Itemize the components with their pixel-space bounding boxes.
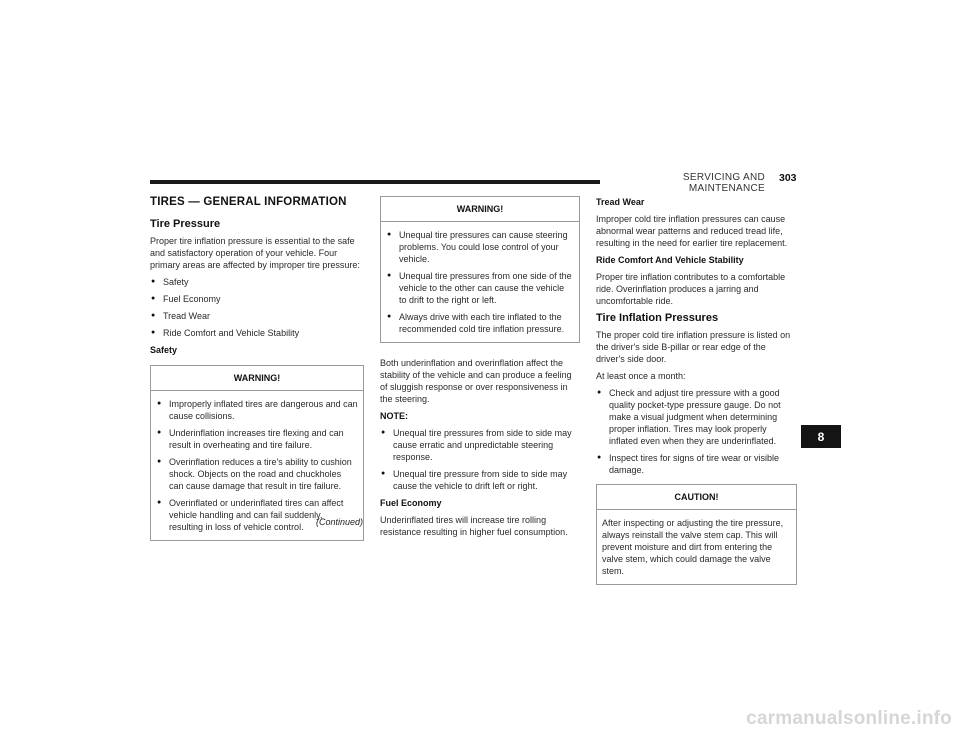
list-item: ● Tread Wear bbox=[150, 310, 364, 322]
column-3 bbox=[596, 196, 797, 585]
section-title: SERVICING AND MAINTENANCE bbox=[682, 172, 765, 194]
list-item: ● Check and adjust tire pressure with a good quality pocket-type pressure gauge. Do not make a visual judgment when determining proper inflation. Tires may look properly inflated even when they are underinflated. bbox=[596, 387, 797, 447]
list-item: ● Improperly inflated tires are dangerous and can cause collisions. bbox=[156, 398, 358, 422]
warning-body bbox=[381, 222, 579, 342]
caution-box bbox=[596, 484, 797, 585]
fuel-economy-heading: Fuel Economy bbox=[380, 498, 442, 508]
list-item: ● Inspect tires for signs of tire wear or visible damage. bbox=[596, 452, 797, 476]
tread-wear-heading: Tread Wear bbox=[596, 197, 645, 207]
column-2 bbox=[380, 196, 580, 543]
header-rule bbox=[150, 180, 600, 184]
warning-title: WARNING! bbox=[151, 366, 363, 391]
page-title: TIRES — GENERAL INFORMATION bbox=[150, 196, 347, 208]
watermark-logo: carmanualsonline.info bbox=[746, 708, 952, 729]
note-heading: NOTE: bbox=[380, 411, 408, 421]
chapter-tab: 8 bbox=[801, 425, 841, 448]
safety-heading: Safety bbox=[150, 345, 178, 355]
page-number: 303 bbox=[779, 172, 797, 184]
list-item: ● Fuel Economy bbox=[150, 293, 364, 305]
list-item: ● Ride Comfort and Vehicle Stability bbox=[150, 327, 364, 339]
note-list bbox=[380, 427, 580, 492]
stability-paragraph: Both underinflation and overinflation affect the stability of the vehicle and can produce a feeling of sluggish response or over responsiveness in the steering. bbox=[380, 358, 572, 404]
list-item: ● Always drive with each tire inflated to the recommended cold tire inflation pressure. bbox=[386, 311, 574, 335]
continued-label: (Continued) bbox=[315, 517, 363, 527]
monthly-list bbox=[596, 387, 797, 476]
fuel-economy-paragraph: Underinflated tires will increase tire rolling resistance resulting in higher fuel consumption. bbox=[380, 515, 568, 537]
tire-pressure-heading: Tire Pressure bbox=[150, 218, 221, 230]
inflation-paragraph: The proper cold tire inflation pressure is listed on the driver's side B-pillar or rear edge of the driver's side door. bbox=[596, 330, 791, 364]
caution-body bbox=[597, 510, 796, 584]
list-item: ● Safety bbox=[150, 276, 364, 288]
inflation-pressures-heading: Tire Inflation Pressures bbox=[596, 312, 719, 324]
warning-box bbox=[150, 365, 364, 541]
intro-paragraph: Proper tire inflation pressure is essential to the safe and satisfactory operation of your vehicle. Four primary areas are affected by improper tire pressure: bbox=[150, 236, 360, 270]
list-item: ● Overinflated or underinflated tires can affect vehicle handling and can fail suddenly, resulting in loss of vehicle control. bbox=[156, 497, 358, 533]
list-item: ● Unequal tire pressure from side to side may cause the vehicle to drift left or right. bbox=[380, 468, 580, 492]
caution-text: After inspecting or adjusting the tire pressure, always reinstall the valve stem cap. This will prevent moisture and dirt from entering the valve stem, which could damage the valve stem. bbox=[602, 518, 784, 576]
list-item: ● Unequal tire pressures from one side of the vehicle to the other can cause the vehicle to drift to the right or left. bbox=[386, 270, 574, 306]
ride-comfort-paragraph: Proper tire inflation contributes to a comfortable ride. Overinflation produces a jarring and uncomfortable ride. bbox=[596, 272, 786, 306]
ride-comfort-heading: Ride Comfort And Vehicle Stability bbox=[596, 255, 744, 265]
list-item: ● Unequal tire pressures can cause steering problems. You could lose control of your vehicle. bbox=[386, 229, 574, 265]
warning-title: WARNING! bbox=[381, 197, 579, 222]
column-1 bbox=[150, 196, 364, 541]
list-item: ● Unequal tire pressures from side to side may cause erratic and unpredictable steering response. bbox=[380, 427, 580, 463]
list-item: ● Underinflation increases tire flexing and can result in overheating and tire failure. bbox=[156, 427, 358, 451]
warning-list bbox=[156, 398, 358, 533]
caution-title: CAUTION! bbox=[597, 485, 796, 510]
warning-list bbox=[386, 229, 574, 335]
monthly-paragraph: At least once a month: bbox=[596, 371, 686, 381]
affected-areas-list bbox=[150, 276, 364, 339]
list-item: ● Overinflation reduces a tire's ability to cushion shock. Objects on the road and chuckholes can cause damage that result in tire failure. bbox=[156, 456, 358, 492]
warning-box bbox=[380, 196, 580, 343]
tread-wear-paragraph: Improper cold tire inflation pressures can cause abnormal wear patterns and reduced tread life, resulting in the need for earlier tire replacement. bbox=[596, 214, 788, 248]
